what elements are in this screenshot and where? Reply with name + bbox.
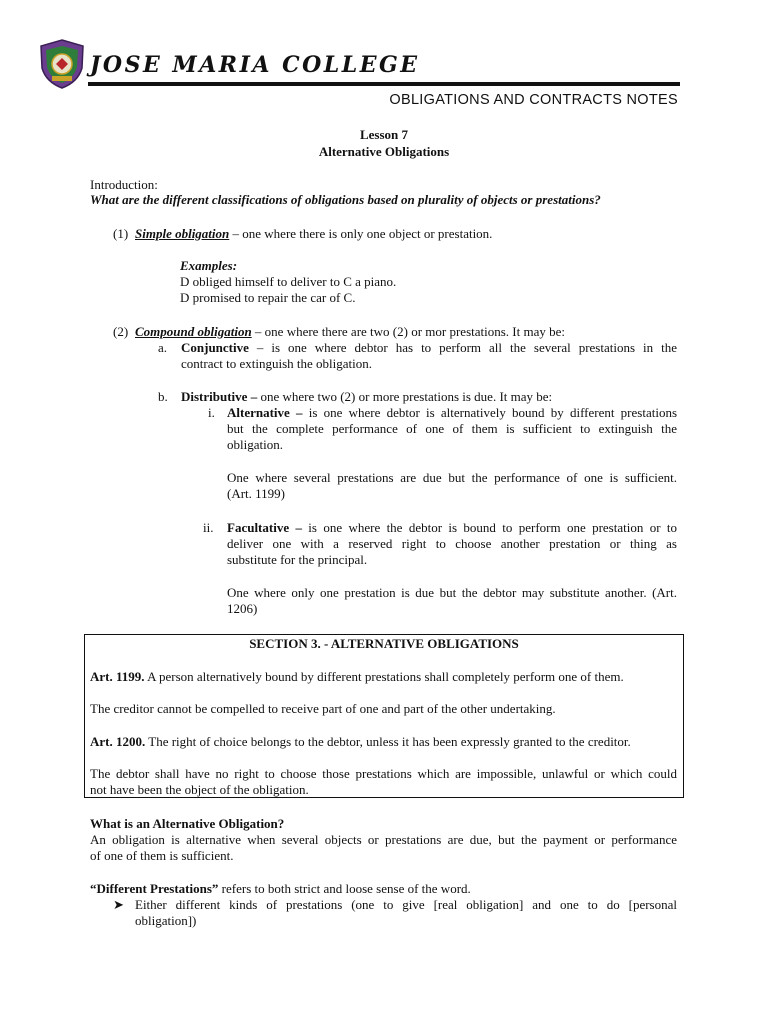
subitem-a-line1 [181,340,677,356]
distributive-term: Distributive – [181,389,258,404]
bullet-line1: Either different kinds of prestations (one to give [real obligation] and one to do [personal [135,897,677,912]
subitem-i-marker: i. [208,405,215,420]
facultative-line3: substitute for the principal. [227,552,368,567]
creditor-text: The creditor cannot be compelled to receive part of one and part of the other undertaking. [90,701,556,716]
facultative-line2: deliver one with a reserved right to choose another prestation or thing as [227,536,677,551]
subitem-a-marker: a. [158,340,168,355]
debtor-line1: The debtor shall have no right to choose those prestations which are impossible, unlawful or which could [90,766,677,781]
art-1200-label: Art. 1200. [90,734,146,749]
what-is-line2: of one of them is sufficient. [90,848,234,863]
header-rule [88,82,680,86]
art-1200-text: The right of choice belongs to the debtor, unless it has been expressly granted to the creditor. [145,734,631,749]
art-1199 [90,669,624,685]
different-prestations [90,881,471,897]
different-prestations-term: “Different Prestations” [90,881,219,896]
lesson-title: Alternative Obligations [318,144,450,159]
section-heading: SECTION 3. - ALTERNATIVE OBLIGATIONS [249,636,519,651]
lesson-number: Lesson 7 [359,127,409,142]
example-1: D obliged himself to deliver to C a piano. [180,274,397,289]
art-1199-label: Art. 1199. [90,669,145,684]
conjunctive-term: Conjunctive [181,340,249,355]
art-1200 [90,734,631,750]
different-prestations-rest: refers to both strict and loose sense of the word. [218,881,471,896]
college-name: JOSE MARIA COLLEGE [90,52,420,78]
facultative-def: is one where the debtor is bound to perform one prestation or to [301,520,677,535]
art-1199-text: A person alternatively bound by different prestations shall completely perform one of them. [144,669,624,684]
alternative-line1 [227,405,677,421]
subitem-b-line [181,389,552,405]
example-2: D promised to repair the car of C. [180,290,356,305]
college-logo [38,38,86,90]
alternative-line3: obligation. [227,437,283,452]
alternative-p2-line2: (Art. 1199) [227,486,286,501]
item2-number: (2) [113,324,129,339]
item2-def: – one where there are two (2) or mor prestations. It may be: [251,324,566,339]
bullet-line2: obligation]) [135,913,197,928]
alternative-line2: but the complete performance of one of them is sufficient to extinguish the [227,421,677,436]
alternative-term: Alternative – [227,405,303,420]
intro-question: What are the different classifications of obligations based on plurality of objects or prestations? [90,192,601,207]
subitem-a-line2: contract to extinguish the obligation. [181,356,372,371]
distributive-def: one where two (2) or more prestations is due. It may be: [257,389,553,404]
facultative-p2-line1: One where only one prestation is due but the debtor may substitute another. (Art. [227,585,677,600]
debtor-line2: not have been the object of the obligation. [90,782,309,797]
facultative-term: Facultative – [227,520,302,535]
facultative-p2-line2: 1206) [227,601,258,616]
arrow-bullet-icon: ➤ [113,897,124,912]
item1-term: Simple obligation [135,226,230,241]
subitem-b-marker: b. [158,389,168,404]
item2-definition [135,324,565,340]
item1-number: (1) [113,226,129,241]
what-is-line1: An obligation is alternative when several objects or prestations are due, but the payment or performance [90,832,677,847]
conjunctive-def: – is one where debtor has to perform all the several prestations in the [248,340,677,355]
subitem-ii-marker: ii. [203,520,214,535]
what-is-heading: What is an Alternative Obligation? [90,816,285,831]
document-subtitle: OBLIGATIONS AND CONTRACTS NOTES [389,92,678,108]
examples-label: Examples: [180,258,238,273]
item1-def: – one where there is only one object or prestation. [229,226,493,241]
item2-term: Compound obligation [135,324,252,339]
alternative-def: is one where debtor is alternatively bound by different prestations [302,405,678,420]
item1-definition [135,226,492,242]
intro-label: Introduction: [90,177,158,192]
alternative-p2-line1: One where several prestations are due but the performance of one is sufficient. [227,470,677,485]
facultative-line1 [227,520,677,536]
